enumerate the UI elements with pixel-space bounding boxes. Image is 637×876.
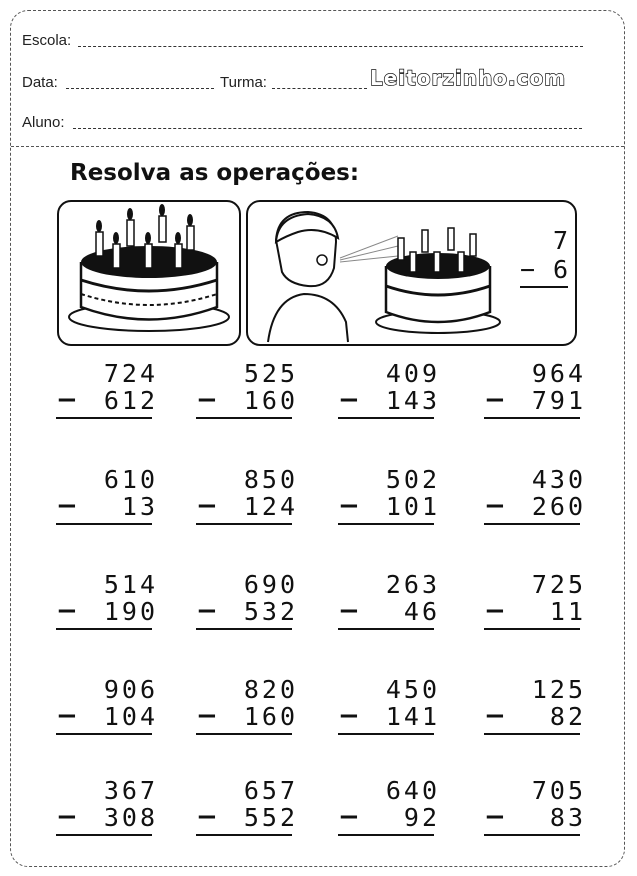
minuend: 906 (103, 675, 158, 704)
subtrahend: 260 (531, 492, 586, 521)
subtraction-problem (338, 676, 448, 735)
answer-line[interactable] (56, 523, 152, 525)
escola-label: Escola: (22, 32, 72, 49)
header-separator (11, 146, 624, 147)
answer-line[interactable] (484, 733, 580, 735)
subtraction-problem (196, 360, 306, 419)
minuend: 705 (531, 776, 586, 805)
answer-line[interactable] (338, 733, 434, 735)
subtrahend: 141 (385, 702, 440, 731)
minus-sign: − (196, 701, 221, 731)
answer-line[interactable] (338, 628, 434, 630)
answer-line[interactable] (196, 834, 292, 836)
minus-sign: − (56, 385, 81, 415)
data-field[interactable] (66, 88, 214, 89)
minuend: 514 (103, 570, 158, 599)
minuend: 690 (243, 570, 298, 599)
minus-sign: − (56, 491, 81, 521)
minus-sign: − (338, 802, 363, 832)
example-minus: − (520, 255, 536, 284)
minuend: 409 (385, 359, 440, 388)
minuend: 724 (103, 359, 158, 388)
subtrahend: 791 (531, 386, 586, 415)
minuend: 850 (243, 465, 298, 494)
subtrahend: 143 (385, 386, 440, 415)
answer-line[interactable] (56, 834, 152, 836)
answer-line[interactable] (338, 834, 434, 836)
answer-line[interactable] (484, 523, 580, 525)
subtrahend: 104 (103, 702, 158, 731)
minus-sign: − (196, 491, 221, 521)
answer-line[interactable] (338, 417, 434, 419)
minuend: 263 (385, 570, 440, 599)
minus-sign: − (56, 701, 81, 731)
subtraction-problem (56, 360, 166, 419)
brand-logo: Leitorzinho.com (370, 66, 567, 90)
subtrahend: 552 (243, 803, 298, 832)
cake-panel (57, 200, 241, 346)
example-top: 7 (552, 226, 568, 255)
instruction-title: Resolva as operações: (70, 160, 360, 186)
data-label: Data: (22, 74, 58, 91)
minuend: 964 (531, 359, 586, 388)
answer-line[interactable] (484, 628, 580, 630)
answer-line[interactable] (196, 733, 292, 735)
answer-line[interactable] (56, 733, 152, 735)
aluno-field[interactable] (73, 128, 582, 129)
minus-sign: − (338, 385, 363, 415)
answer-line[interactable] (56, 417, 152, 419)
turma-label: Turma: (220, 74, 267, 91)
minus-sign: − (484, 701, 509, 731)
aluno-label: Aluno: (22, 114, 65, 131)
example-bottom: 6 (552, 255, 568, 284)
minuend: 525 (243, 359, 298, 388)
subtraction-problem (338, 571, 448, 630)
subtrahend: 160 (243, 386, 298, 415)
subtrahend: 92 (385, 803, 440, 832)
subtraction-problem (338, 466, 448, 525)
answer-line[interactable] (56, 628, 152, 630)
subtraction-problem (484, 777, 594, 836)
minuend: 125 (531, 675, 586, 704)
minus-sign: − (56, 802, 81, 832)
minuend: 450 (385, 675, 440, 704)
subtrahend: 190 (103, 597, 158, 626)
turma-field[interactable] (272, 88, 367, 89)
example-subtraction (520, 226, 568, 288)
subtraction-problem (484, 360, 594, 419)
subtraction-problem (338, 777, 448, 836)
answer-line[interactable] (484, 417, 580, 419)
minuend: 820 (243, 675, 298, 704)
subtrahend: 160 (243, 702, 298, 731)
minus-sign: − (338, 596, 363, 626)
subtrahend: 82 (531, 702, 586, 731)
example-rule (520, 286, 568, 288)
answer-line[interactable] (196, 417, 292, 419)
subtraction-problem (196, 777, 306, 836)
minuend: 657 (243, 776, 298, 805)
minuend: 610 (103, 465, 158, 494)
subtraction-problem (484, 466, 594, 525)
minus-sign: − (196, 802, 221, 832)
answer-line[interactable] (484, 834, 580, 836)
minus-sign: − (338, 491, 363, 521)
subtraction-problem (56, 777, 166, 836)
subtraction-problem (196, 676, 306, 735)
minuend: 367 (103, 776, 158, 805)
subtraction-problem (196, 571, 306, 630)
subtraction-problem (56, 571, 166, 630)
birthday-cake-illustration (59, 202, 239, 344)
subtrahend: 612 (103, 386, 158, 415)
minuend: 640 (385, 776, 440, 805)
subtrahend: 532 (243, 597, 298, 626)
subtrahend: 11 (531, 597, 586, 626)
subtrahend: 46 (385, 597, 440, 626)
subtraction-problem (338, 360, 448, 419)
subtraction-problem (196, 466, 306, 525)
minus-sign: − (338, 701, 363, 731)
subtrahend: 13 (103, 492, 158, 521)
subtrahend: 308 (103, 803, 158, 832)
minuend: 502 (385, 465, 440, 494)
subtraction-problem (56, 676, 166, 735)
worksheet-border (10, 10, 625, 867)
minus-sign: − (484, 491, 509, 521)
minuend: 725 (531, 570, 586, 599)
answer-line[interactable] (196, 628, 292, 630)
subtrahend: 124 (243, 492, 298, 521)
minus-sign: − (56, 596, 81, 626)
subtraction-problem (484, 676, 594, 735)
answer-line[interactable] (338, 523, 434, 525)
minus-sign: − (484, 596, 509, 626)
subtraction-problem (56, 466, 166, 525)
subtrahend: 83 (531, 803, 586, 832)
subtrahend: 101 (385, 492, 440, 521)
minus-sign: − (196, 385, 221, 415)
minuend: 430 (531, 465, 586, 494)
minus-sign: − (484, 385, 509, 415)
answer-line[interactable] (196, 523, 292, 525)
escola-field[interactable] (78, 46, 583, 47)
minus-sign: − (484, 802, 509, 832)
subtraction-problem (484, 571, 594, 630)
minus-sign: − (196, 596, 221, 626)
